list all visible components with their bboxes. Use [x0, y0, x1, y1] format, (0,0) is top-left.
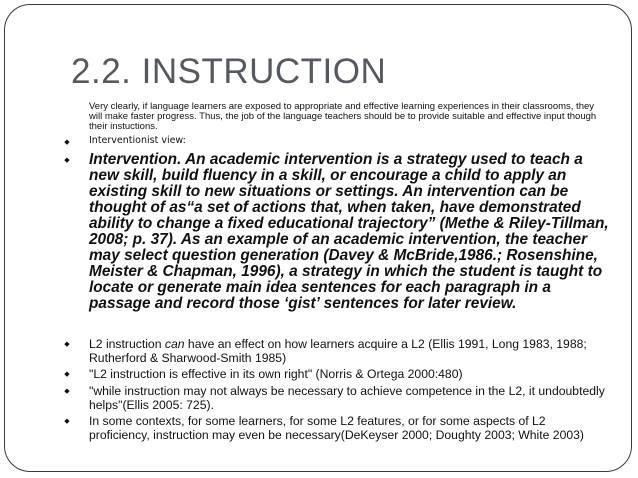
bullet-interventionist-view: Interventionist view:: [89, 135, 186, 146]
bullet-l2-instruction-effect: [89, 337, 609, 365]
intro-paragraph: Very clearly, if language learners are exposed to appropriate and effective learning experiences in their classrooms, they will make faster progress. Thus, the job of the language teachers should be to provide suitable and effective input though their instuctions.: [89, 101, 597, 132]
bullet-instruction-necessary: In some contexts, for some learners, for some L2 features, or for some aspects of L2 proficiency, instruction may even be necessary(DeKeyser 2000; Doughty 2003; White 2003): [89, 414, 584, 442]
bullet-text-part: L2 instruction: [89, 337, 165, 351]
bullet-intervention-definition: Intervention. An academic intervention is a strategy used to teach a new skill, build fluency in a skill, or encourage a child to apply an existing skill to new situations or settings. An intervention can be thought of as“a set of actions that, when taken, have demonstrated ability to change a fixed educational trajectory” (Methe & Riley-Tillman, 2008; p. 37). As an example of an academic intervention, the teacher may select question generation (Davey & McBride,1986.; Rosenshine, Meister & Chapman, 1996), a strategy in which the student is taught to locate or generate main idea sentences for each paragraph in a passage and record those ‘gist’ sentences for later review.: [89, 151, 609, 312]
bullet-marker-icon: ◆: [64, 139, 70, 146]
bullet-marker-icon: ◆: [64, 371, 70, 378]
bullet-marker-icon: ◆: [64, 341, 70, 348]
bullet-text-part: have an effect on how learners acquire a L2 (Ellis 1991, Long 1983, 1988; Rutherford & Sharwood-Smith 1985): [89, 337, 587, 365]
bullet-marker-icon: ◆: [64, 418, 70, 425]
slide-title: 2.2. INSTRUCTION: [71, 52, 387, 91]
bullet-norris-ortega-quote: "L2 instruction is effective in its own right" (Norris & Ortega 2000:480): [89, 367, 463, 381]
bullet-ellis-quote: "while instruction may not always be necessary to achieve competence in the L2, it undoubtedly helps"(Ellis 2005: 725).: [89, 384, 605, 412]
bullet-marker-icon: ◆: [64, 157, 70, 164]
bullet-marker-icon: ◆: [64, 388, 70, 395]
bullet-emphasis: can: [164, 337, 185, 351]
